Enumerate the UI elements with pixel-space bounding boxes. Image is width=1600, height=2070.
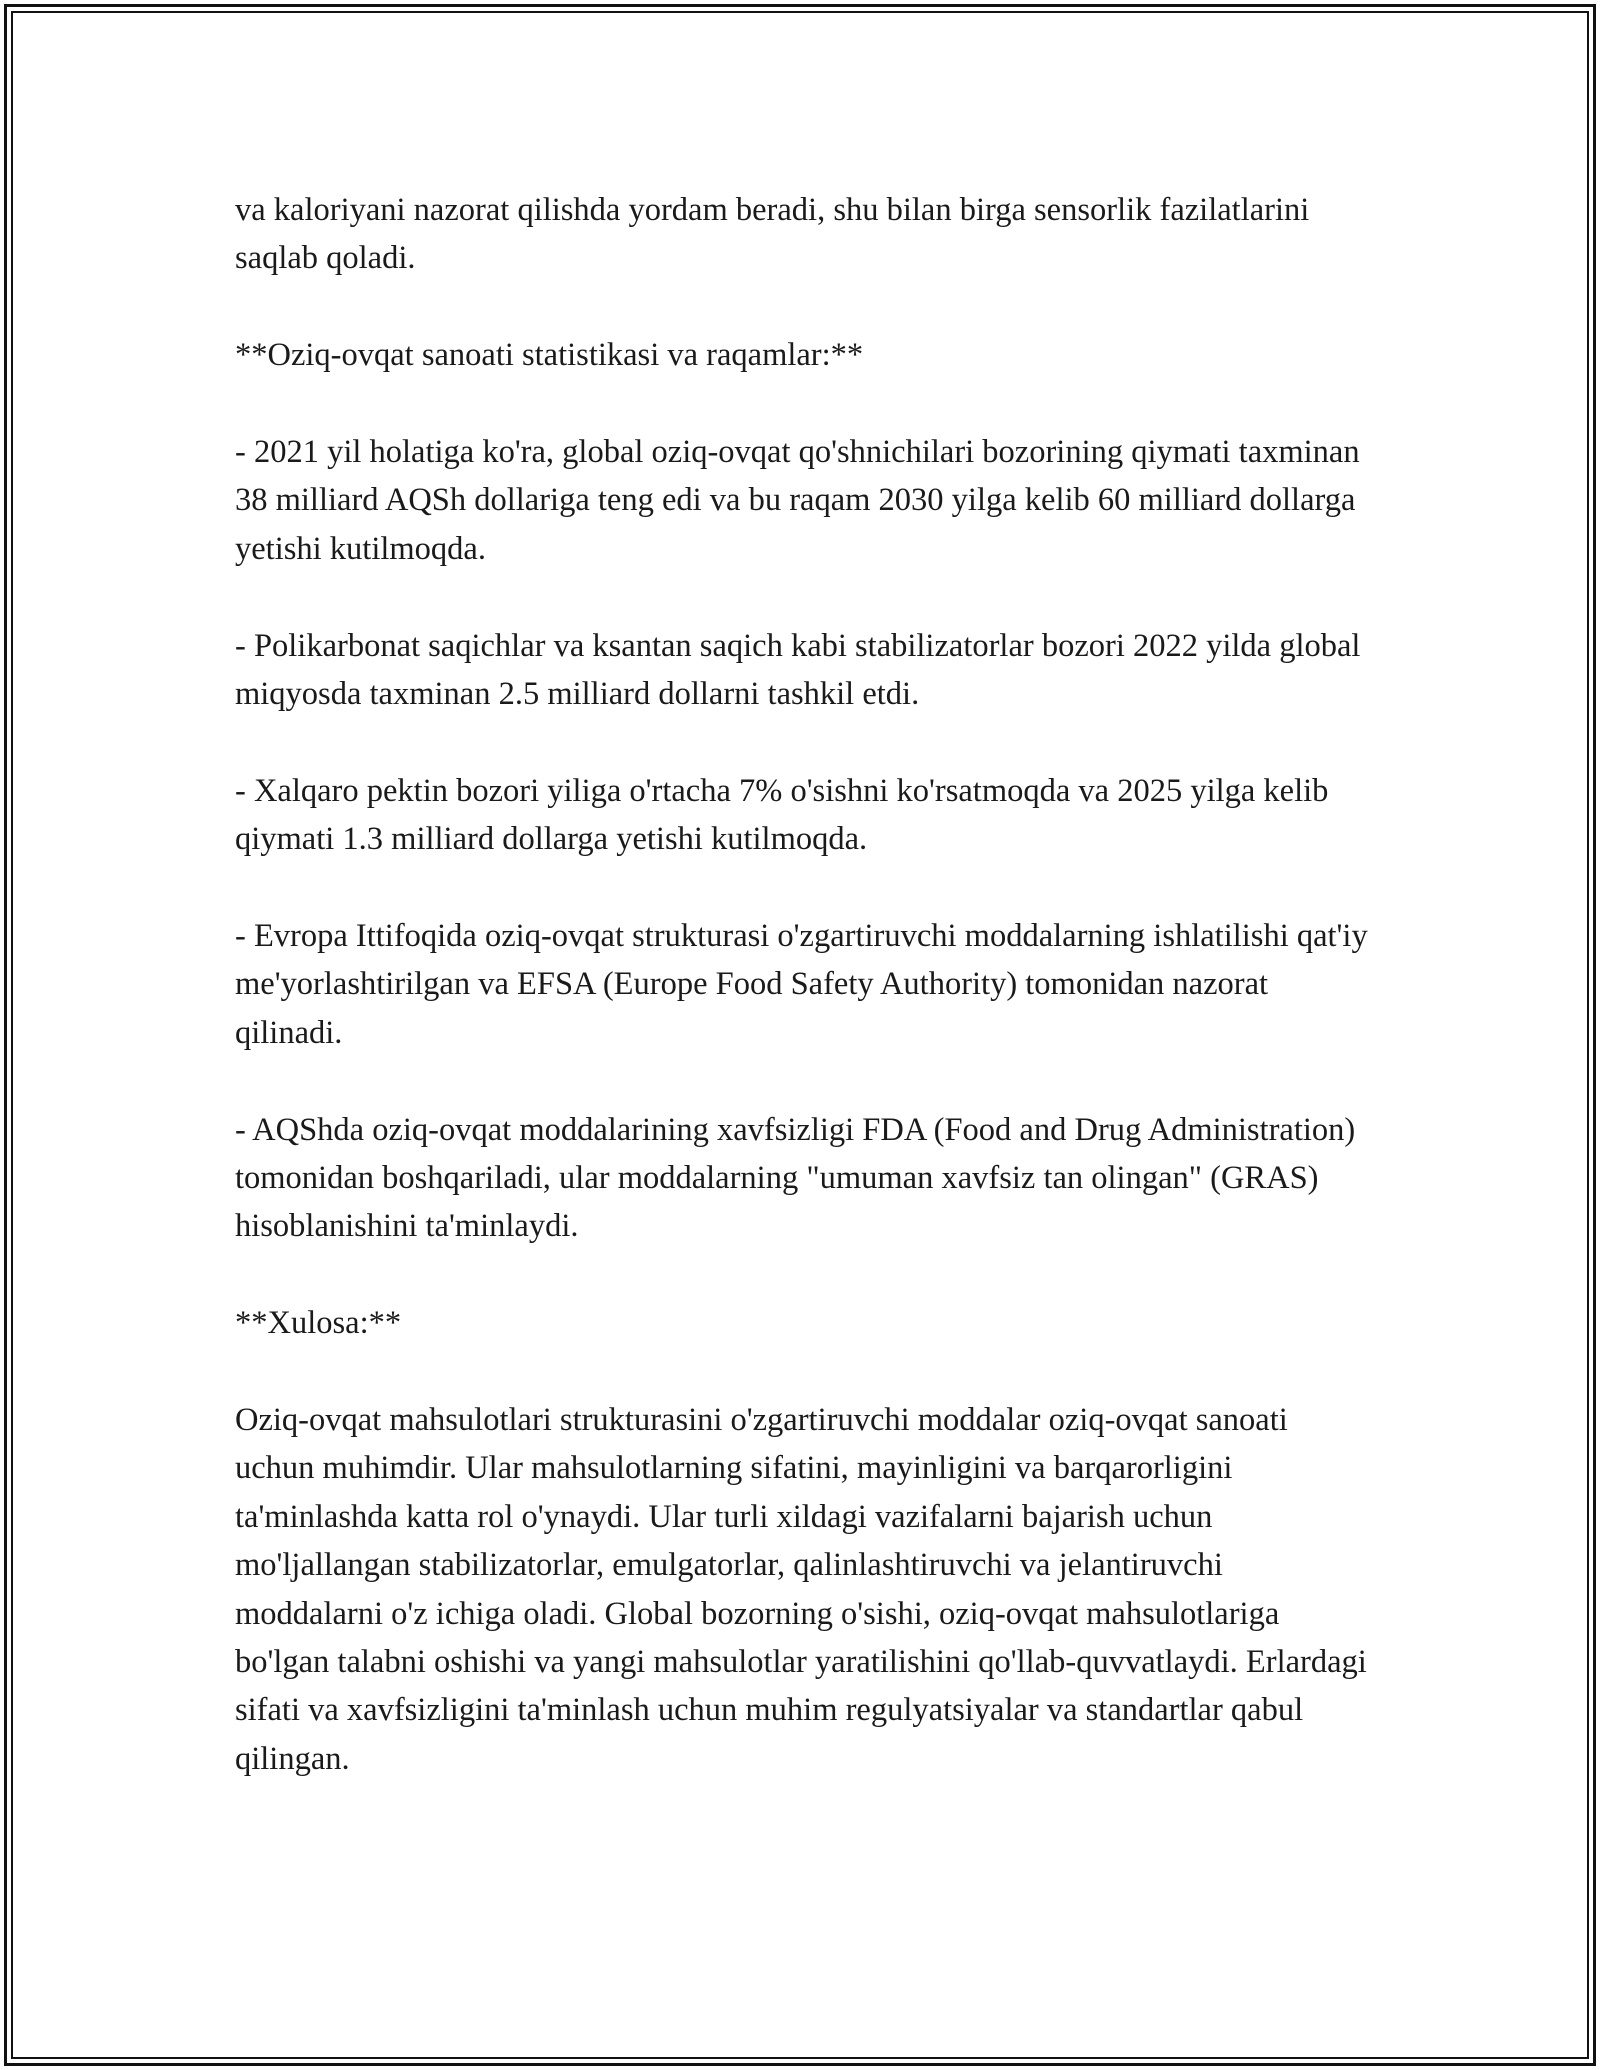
heading-conclusion: **Xulosa:**	[235, 1305, 402, 1342]
heading-statistics: **Oziq-ovqat sanoati statistikasi va raqamlar:**	[235, 337, 864, 374]
bullet-usa-fda: - AQShda oziq-ovqat moddalarining xavfsizligi FDA (Food and Drug Administration) tomonidan boshqariladi, ular moddalarning "umuman xavfsiz tan olingan" (GRAS) hisoblanishini ta'minlaydi.	[235, 1111, 1356, 1245]
document-body	[235, 186, 1370, 1783]
paragraph-intro-continuation: va kaloriyani nazorat qilishda yordam beradi, shu bilan birga sensorlik fazilatlarini saqlab qoladi.	[235, 192, 1310, 277]
bullet-eu-regulation: - Evropa Ittifoqida oziq-ovqat strukturasi o'zgartiruvchi moddalarning ishlatilishi qat'iy me'yorlashtirilgan va EFSA (Europe Food Safety Authority) tomonidan nazorat qilinadi.	[235, 918, 1368, 1051]
bullet-stabilizers-market: - Polikarbonat saqichlar va ksantan saqich kabi stabilizatorlar bozori 2022 yilda global miqyosda taxminan 2.5 milliard dollarni tashkil etdi.	[235, 627, 1361, 713]
bullet-market-value-2021: - 2021 yil holatiga ko'ra, global oziq-ovqat qo'shnichilari bozorining qiymati taxminan 38 milliard AQSh dollariga teng edi va bu raqam 2030 yilga kelib 60 milliard dollarga yetishi kutilmoqda.	[235, 434, 1360, 567]
bullet-pectin-market: - Xalqaro pektin bozori yiliga o'rtacha 7% o'sishni ko'rsatmoqda va 2025 yilga kelib qiymati 1.3 milliard dollarga yetishi kutilmoqda.	[235, 772, 1329, 858]
paragraph-conclusion: Oziq-ovqat mahsulotlari strukturasini o'zgartiruvchi moddalar oziq-ovqat sanoati uchun muhimdir. Ular mahsulotlarning sifatini, mayinligini va barqarorligini ta'minlashda katta rol o'ynaydi. Ular turli xildagi vazifalarni bajarish uchun mo'ljallangan stabilizatorlar, emulgatorlar, qalinlashtiruvchi va jelantiruvchi moddalarni o'z ichiga oladi. Global bozorning o'sishi, oziq-ovqat mahsulotlariga bo'lgan talabni oshishi va yangi mahsulotlar yaratilishini qo'llab-quvvatlaydi. Erlardagi sifati va xavfsizligini ta'minlash uchun muhim regulyatsiyalar va standartlar qabul qilingan.	[235, 1402, 1367, 1777]
